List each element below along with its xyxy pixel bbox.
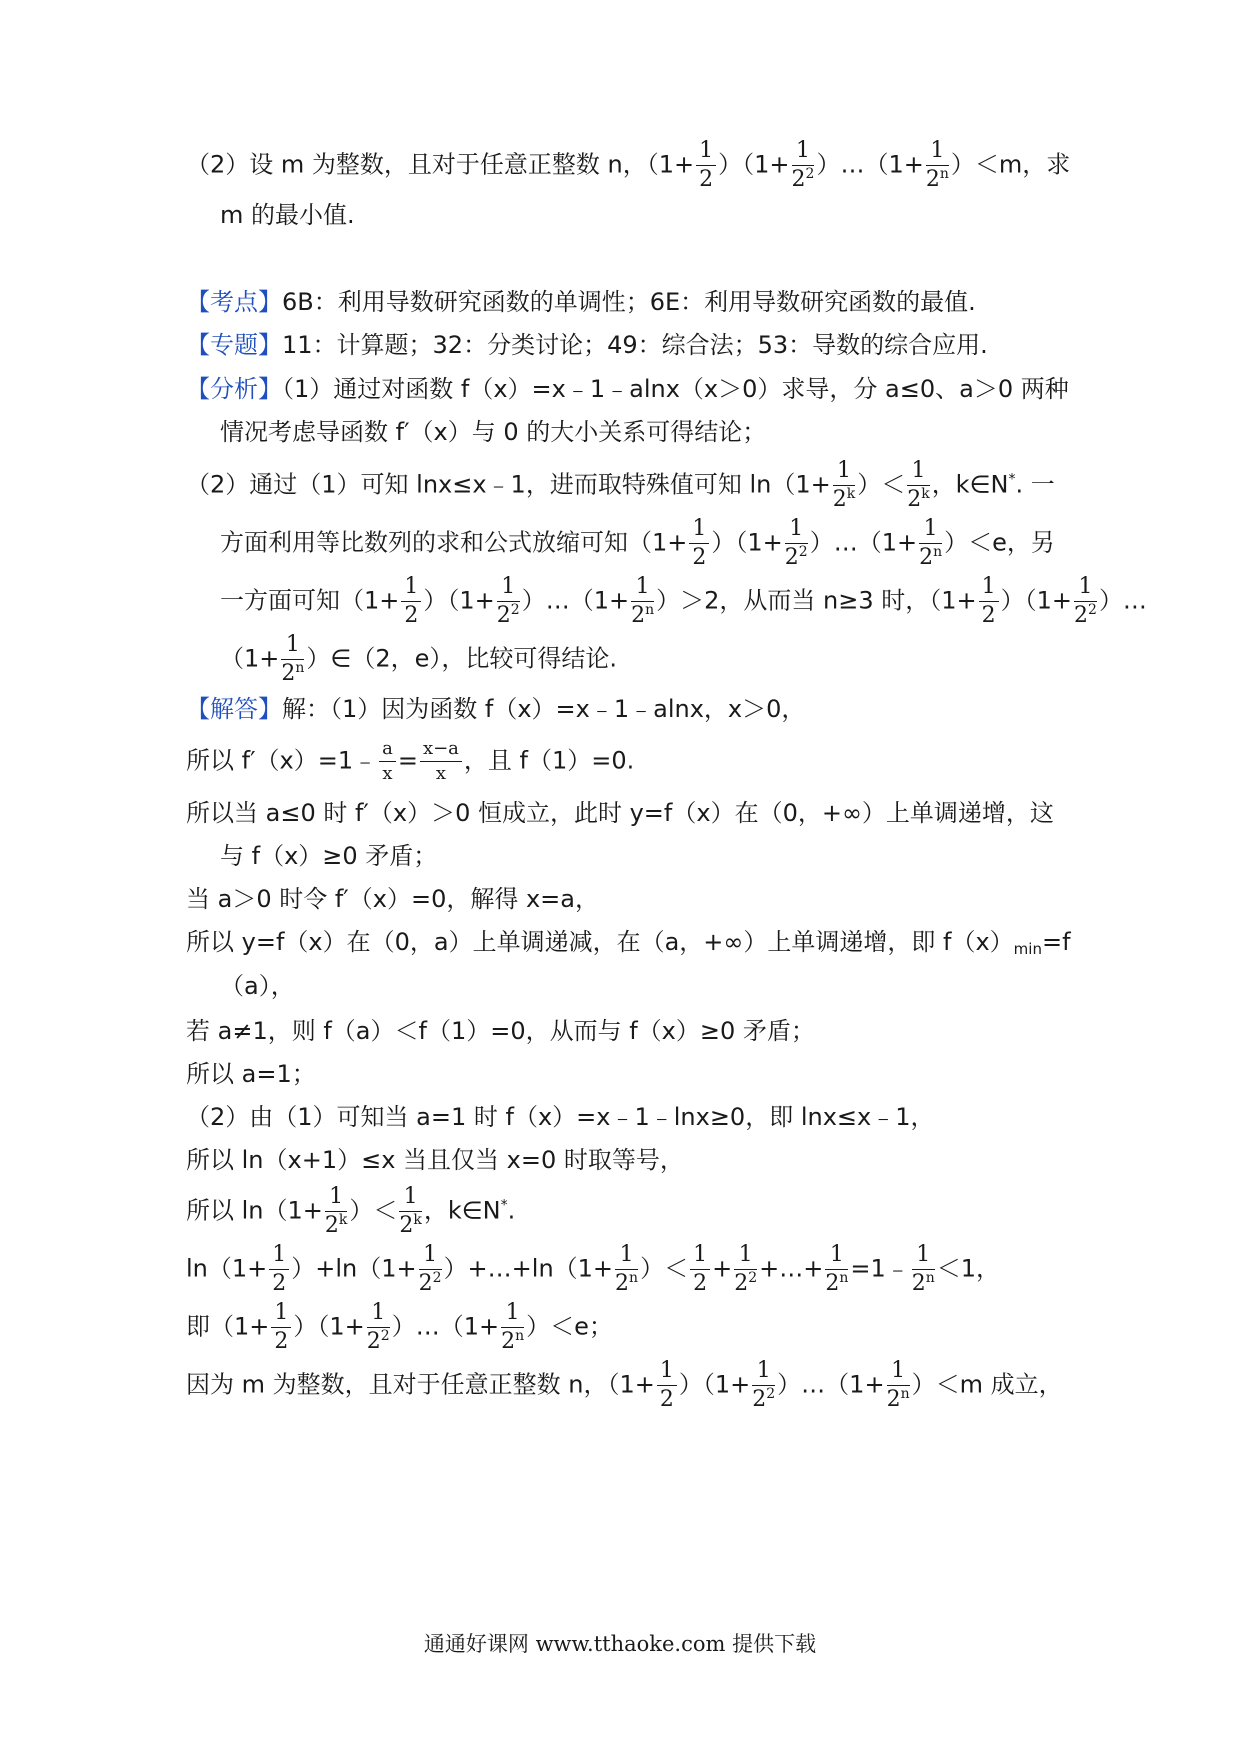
fraction-1-over-2: $\frac{1}{2}$ [657,1360,677,1411]
page-footer: 通通好课网 www.tthaoke.com 提供下载 [423,1632,817,1656]
fraction-1-over-2: $\frac{1}{2}$ [271,1302,291,1353]
fraction-x-minus-a-over-x: $\frac{x-a}{x}$ [420,740,462,783]
jieda-line-13: ln（1+ $\frac{1}{2}$ ）+ln（1+ $\frac{1}{2^2}$ ）+…+ln（1+ $\frac{1}{2^n}$ ）＜ $\frac{1}{2}$ + $\frac{1}{2^2}$ +…+ $\frac{1}{2^n}$ =1﹣ $\frac{1}{2^n}$ ＜1， [186,1242,1001,1296]
fraction-1-over-2-squared: $\frac{1}{2^2}$ [496,574,520,628]
jieda-line-7: （a）， [220,972,295,1000]
fraction-1-over-2: $\frac{1}{2}$ [979,576,999,627]
jieda-line-5: 当 a＞0 时令 f′（x）=0，解得 x=a， [186,885,599,913]
fraction-1-over-2-power-n: $\frac{1}{2^n}$ [919,516,943,570]
fraction-1-over-2-power-n: $\frac{1}{2^n}$ [825,1242,849,1296]
fraction-1-over-2: $\frac{1}{2}$ [696,140,716,191]
fenxi-line-6: （1+ $\frac{1}{2^n}$ ）∈（2，e），比较可得结论. [220,632,617,686]
zhuanti-section: 【专题】11：计算题；32：分类讨论；49：综合法；53：导数的综合应用. [186,331,988,359]
fraction-1-over-2: $\frac{1}{2}$ [690,1244,710,1295]
jieda-tag: 【解答】 [186,695,282,723]
fraction-1-over-2-power-n: $\frac{1}{2^n}$ [281,632,305,686]
fraction-1-over-2-power-k: $\frac{1}{2^k}$ [907,458,930,512]
question-2-line-2: m 的最小值. [220,201,355,229]
fenxi-line-5: 一方面可知（1+ $\frac{1}{2}$ ）（1+ $\frac{1}{2^2}$ ）…（1+ $\frac{1}{2^n}$ ）＞2，从而当 n≥3 时，（1+ $\frac{1}{2}$ ）（1+ $\frac{1}{2^2}$ ）… [220,574,1147,628]
jieda-line-11: 所以 ln（x+1）≤x 当且仅当 x=0 时取等号， [186,1146,684,1174]
jieda-line-9: 所以 a=1； [186,1060,316,1088]
fraction-1-over-2-squared: $\frac{1}{2^2}$ [418,1242,442,1296]
fraction-1-over-2-squared: $\frac{1}{2^2}$ [752,1358,776,1412]
fraction-1-over-2-power-n: $\frac{1}{2^n}$ [615,1242,639,1296]
fraction-1-over-2-power-n: $\frac{1}{2^n}$ [631,574,655,628]
fraction-1-over-2-power-n: $\frac{1}{2^n}$ [886,1358,910,1412]
jieda-line-12: 所以 ln（1+ $\frac{1}{2^k}$ ）＜ $\frac{1}{2^k}$ ，k∈N*. [186,1184,516,1238]
fraction-1-over-2-power-k: $\frac{1}{2^k}$ [324,1184,348,1238]
jieda-line-15: 因为 m 为整数，且对于任意正整数 n，（1+ $\frac{1}{2}$ ）（1+ $\frac{1}{2^2}$ ）…（1+ $\frac{1}{2^n}$ ）＜m 成立， [186,1358,1063,1412]
jieda-line-14: 即（1+ $\frac{1}{2}$ ）（1+ $\frac{1}{2^2}$ ）…（1+ $\frac{1}{2^n}$ ）＜e； [186,1300,613,1354]
fraction-1-over-2-power-n: $\frac{1}{2^n}$ [911,1242,935,1296]
question-2-line-1: （2）设 m 为整数，且对于任意正整数 n，（1+ $\frac{1}{2}$ ）（1+ $\frac{1}{2^2}$ ）…（1+ $\frac{1}{2^n}$ ）＜m，求 [186,138,1071,192]
fraction-1-over-2: $\frac{1}{2}$ [689,518,709,569]
zhuanti-tag: 【专题】 [186,331,282,359]
jieda-line-3: 所以当 a≤0 时 f′（x）＞0 恒成立，此时 y=f（x）在（0，+∞）上单调递增，这 [186,799,1054,827]
jieda-line-8: 若 a≠1，则 f（a）＜f（1）=0，从而与 f（x）≥0 矛盾； [186,1017,815,1045]
fraction-1-over-2: $\frac{1}{2}$ [401,576,421,627]
fraction-1-over-2-squared: $\frac{1}{2^2}$ [784,516,808,570]
kaodian-tag: 【考点】 [186,288,282,316]
fraction-a-over-x: $\frac{a}{x}$ [379,740,396,783]
fenxi-line-2: 情况考虑导函数 f′（x）与 0 的大小关系可得结论； [220,418,767,446]
fraction-1-over-2-squared: $\frac{1}{2^2}$ [366,1300,390,1354]
fraction-1-over-2-squared: $\frac{1}{2^2}$ [791,138,815,192]
jieda-line-1: 【解答】解：（1）因为函数 f（x）=x﹣1﹣alnx，x＞0， [186,695,806,723]
fenxi-line-4: 方面利用等比数列的求和公式放缩可知（1+ $\frac{1}{2}$ ）（1+ $\frac{1}{2^2}$ ）…（1+ $\frac{1}{2^n}$ ）＜e，另 [220,516,1055,570]
jieda-line-4: 与 f（x）≥0 矛盾； [220,842,438,870]
fraction-1-over-2-squared: $\frac{1}{2^2}$ [734,1242,758,1296]
jieda-line-2: 所以 f′（x）=1﹣ $\frac{a}{x}$ = $\frac{x-a}{x}$ ，且 f（1）=0. [186,738,635,784]
fraction-1-over-2-power-n: $\frac{1}{2^n}$ [501,1300,525,1354]
fenxi-line-1: 【分析】（1）通过对函数 f（x）=x﹣1﹣alnx（x＞0）求导，分 a≤0、a＞0 两种 [186,375,1069,403]
fraction-1-over-2: $\frac{1}{2}$ [269,1244,289,1295]
fenxi-tag: 【分析】 [186,375,282,403]
fraction-1-over-2-power-n: $\frac{1}{2^n}$ [925,138,949,192]
fraction-1-over-2-squared: $\frac{1}{2^2}$ [1074,574,1097,628]
fraction-1-over-2-power-k: $\frac{1}{2^k}$ [399,1184,422,1238]
jieda-line-10: （2）由（1）可知当 a=1 时 f（x）=x﹣1﹣lnx≥0，即 lnx≤x﹣1， [186,1103,935,1131]
fraction-1-over-2-power-k: $\frac{1}{2^k}$ [832,458,856,512]
kaodian-section: 【考点】6B：利用导数研究函数的单调性；6E：利用导数研究函数的最值. [186,288,976,316]
fenxi-line-3: （2）通过（1）可知 lnx≤x﹣1，进而取特殊值可知 ln（1+ $\frac{1}{2^k}$ ）＜ $\frac{1}{2^k}$ ，k∈N*. 一 [186,458,1055,512]
jieda-line-6: 所以 y=f（x）在（0，a）上单调递减，在（a，+∞）上单调递增，即 $f(x)_{min}=f$ [186,928,1071,958]
